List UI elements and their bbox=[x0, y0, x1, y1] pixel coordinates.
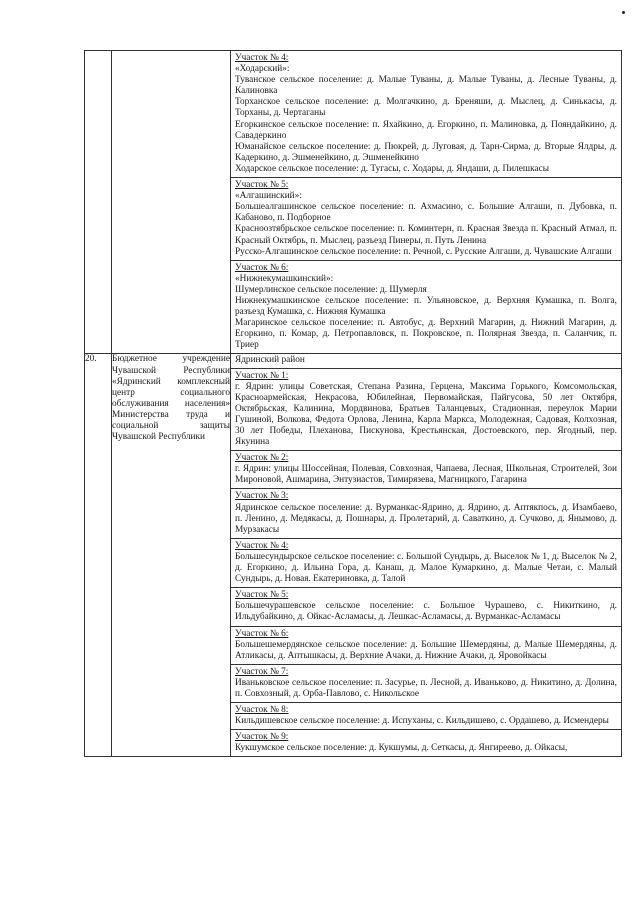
area-section bbox=[231, 588, 621, 626]
area-line: Кильдишевское сельское поселение: д. Испуханы, с. Кильдишево, с. Ордашево, д. Исмендеры bbox=[235, 716, 609, 727]
area-line: «Алгашинский»: bbox=[235, 191, 302, 202]
area-line: «Нижнекумашкинский»: bbox=[235, 273, 334, 284]
areas-cell bbox=[231, 51, 622, 354]
area-line: г. Ядрин: улицы Шоссейная, Полевая, Совхозная, Чапаева, Лесная, Школьная, Строителей, Зои Мироновой, Ашмарина, Энтузиастов, Тимирязева, Магницкого, Гагарина bbox=[235, 464, 617, 486]
area-line: Ходарское сельское поселение: д. Тугасы, с. Ходары, д. Яндаши, д. Пилешкасы bbox=[235, 163, 549, 174]
area-line: Ядринское сельское поселение: д. Вурманкас-Ядрино, д. Ядрино, д. Аптякпось, д. Изамбаево, п. Ленино, д. Медякасы, д. Пошнары, д. Пролетарий, д. Саваткино, д. Сучково, д. Янымово, д. Мурзакасы bbox=[235, 502, 617, 535]
table-row bbox=[85, 354, 622, 757]
area-section bbox=[231, 369, 621, 452]
area-section bbox=[231, 665, 621, 703]
district-name: Ядринский район bbox=[231, 354, 621, 368]
area-title: Участок № 8: bbox=[235, 705, 289, 716]
area-line: «Ходарский»: bbox=[235, 64, 290, 75]
area-line: Магаринское сельское поселение: п. Автобус, д. Верхний Магарин, д. Нижний Магарин, д. Егоркино, п. Комар, д. Петропавловск, п. Покровское, п. Полярная Звезда, п. Саланчик, п. Триер bbox=[235, 318, 617, 351]
number-cell bbox=[85, 51, 112, 354]
area-line: Большешемердянское сельское поселение: д. Большие Шемердяны, д. Малые Шемердяны, д. Атликасы, д. Аптышкасы, д. Верхние Ачаки, д. Нижние Ачаки, д. Яровойкасы bbox=[235, 639, 617, 661]
area-line: Туванское сельское поселение: д. Малые Туваны, д. Малые Туваны, д. Лесные Туваны, д. Калиновка bbox=[235, 75, 617, 97]
area-line: Кукшумское сельское поселение: д. Кукшумы, д. Сеткасы, д. Янгиреево, д. Ойкасы, bbox=[235, 743, 568, 754]
area-line: Русско-Алгашинское сельское поселение: п. Речной, с. Русские Алгаши, д. Чувашские Алгаши bbox=[235, 246, 612, 257]
area-title: Участок № 4: bbox=[235, 540, 289, 551]
organization-cell bbox=[112, 51, 231, 354]
area-list bbox=[231, 51, 621, 353]
area-section bbox=[231, 451, 621, 489]
area-line: Большеалгашинское сельское поселение: п. Ахмасино, с. Большие Алгаши, п. Дубовка, п. Кабаново, п. Подборное bbox=[235, 202, 617, 224]
area-title: Участок № 6: bbox=[235, 262, 289, 273]
area-section bbox=[231, 261, 621, 354]
area-line: г. Ядрин: улицы Советская, Степана Разина, Герцена, Максима Горького, Комсомольская, Красноармейская, Некрасова, Юбилейная, Первомайская, Пайгусова, 50 лет Октября, Октябрьская, Калинина, Мордвинова, Братьев Таланцевых, Стадионная, переулок Марии Гушиной, Волкова, Федота Орлова, Ленина, Карла Маркса, Молодежная, Садовая, Колхозная, 30 лет Победы, Плеханова, Пискунова, Крестьянская, Достоевского, пер. Ягодный, пер. Якунина bbox=[235, 381, 617, 448]
area-line: Большесундырское сельское поселение: с. Большой Сундырь, д. Выселок № 1, д. Выселок № 2, д. Егоркино, д. Ильина Гора, д. Канаш, д. Малое Кумаркино, д. Малые Четаи, с. Малый Сундырь, д. Новая. Екатериновка, д. Талой bbox=[235, 551, 617, 585]
area-list bbox=[231, 369, 621, 757]
area-title: Участок № 2: bbox=[235, 453, 289, 464]
area-section bbox=[231, 703, 621, 730]
area-section bbox=[231, 51, 621, 178]
area-line: Торханское сельское поселение: д. Молгачкино, д. Бреняши, д. Мыслец, д. Синькасы, д. Торханы, д. Чертаганы bbox=[235, 97, 617, 119]
area-title: Участок № 9: bbox=[235, 732, 289, 743]
area-title: Участок № 4: bbox=[235, 53, 289, 63]
area-title: Участок № 6: bbox=[235, 628, 289, 639]
service-areas-table bbox=[84, 50, 622, 757]
area-section bbox=[231, 178, 621, 261]
area-title: Участок № 7: bbox=[235, 666, 289, 677]
area-section bbox=[231, 489, 621, 538]
area-title: Участок № 1: bbox=[235, 370, 289, 381]
area-section bbox=[231, 539, 621, 588]
area-line: Красноозтябрьское сельское поселение: п. Коминтерн, п. Красная Звезда п. Красный Атмал, п. Красный Октябрь, п. Мыслец, разъезд Пинеры, п. Путь Ленина bbox=[235, 224, 617, 246]
area-line: Шумерлинское сельское поселение: д. Шумерля bbox=[235, 284, 427, 295]
area-line: Юманайское сельское поселение: д. Пюкрей, д. Луговая, д. Тарн-Сирма, д. Вторые Ялдры, д. Кадеркино, д. Эшменейкино, д. Эшменейкино bbox=[235, 141, 617, 163]
area-title: Участок № 5: bbox=[235, 180, 289, 191]
table-row bbox=[85, 51, 622, 354]
area-section bbox=[231, 730, 621, 756]
area-line: Нижнекумашкинское сельское поселение: п. Ульяновское, д. Верхняя Кумашка, п. Волга, разъезд Кумашка, с. Нижняя Кумашка bbox=[235, 295, 617, 318]
area-line: Иваньковское сельское поселение: п. Засурье, п. Лесной, д. Иваньково, д. Никитино, д. Долина, п. Совхозный, д. Орба-Павлово, с. Никольское bbox=[235, 677, 617, 699]
area-title: Участок № 3: bbox=[235, 491, 289, 502]
area-title: Участок № 5: bbox=[235, 590, 289, 601]
area-section bbox=[231, 627, 621, 665]
page-mark bbox=[622, 11, 625, 14]
area-line: Егоркинское сельское поселение: п. Яхайкино, д. Егоркино, п. Малиновка, д. Пояндайкино, д. Савадеркино bbox=[235, 119, 617, 141]
organization-name: Бюджетное учреждение Чувашской Республики «Ядринский комплексный центр социального обслуживания населения» Министерства труда и социальной защиты Чувашской Республики bbox=[112, 354, 231, 757]
row-number: 20. bbox=[85, 354, 112, 757]
areas-cell bbox=[231, 354, 622, 757]
area-line: Большечурашевское сельское поселение: с. Большое Чурашево, с. Никиткино, д. Ильдубайкино, д. Ойкас-Асламасы, д. Лешкас-Асламасы, д. Вурманкас-Асламасы bbox=[235, 601, 617, 623]
